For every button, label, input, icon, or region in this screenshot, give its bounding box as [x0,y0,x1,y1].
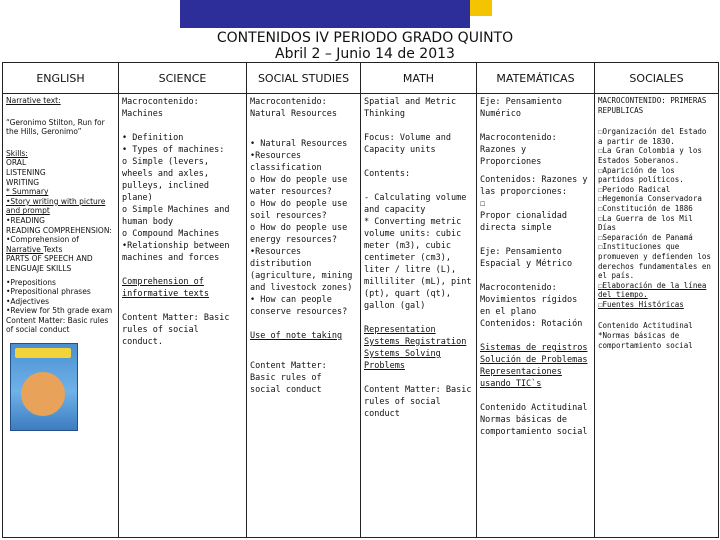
math-content-matter: Content Matter: Basic rules of social conduct [364,385,472,419]
science-item: o Simple Machines and human body [122,205,230,227]
social-studies-cell [247,94,361,538]
sociales-item: ☐Periodo Radical [598,184,671,194]
matematicas-macro2: Macrocontenido: Movimientos rígidos en el plano [480,283,578,317]
math-item: - Calculating volume and capacity [364,193,467,215]
sociales-actitudinal: Contenido Actitudinal *Normas básicas de comportamiento social [598,321,693,350]
matematicas-sistemas: Sistemas de registros Solución de Problemas Representaciones usando TIC`s [480,343,588,389]
english-texts: Texts [43,244,63,254]
english-book-title: “Geronimo Stilton, Run for the Hills, Geronimo” [6,117,105,137]
sociales-item: ☐Aparición de los partidos políticos. [598,165,684,185]
social-item: •Resources distribution (agriculture, mining and livestock zones) [250,247,353,293]
header-banner [180,0,470,28]
english-reading2: READING COMPREHENSION: [6,225,112,235]
matematicas-cell [477,94,595,538]
checkbox-glyph-icon: ☐ [598,165,603,175]
sociales-macro: MACROCONTENIDO: PRIMERAS REPUBLICAS [598,96,707,115]
english-cell [3,94,119,538]
page-title [150,30,580,62]
english-narrative-texts [6,245,115,255]
science-item: o Compound Machines [122,229,220,239]
header-row [3,63,719,94]
science-cell [119,94,247,538]
col-social-studies: SOCIAL STUDIES [247,63,361,94]
english-summary: * Summary [6,187,49,197]
english-skill: LISTENING [6,167,46,177]
sociales-item: ☐La Gran Colombia y los Estados Soberanos. [598,146,702,165]
english-skills-heading: Skills: [6,148,28,158]
sociales-item: ☐Hegemonía Conservadora [598,194,702,204]
checkbox-glyph-icon: ☐ [598,213,603,223]
english-grammar-item: •Adjectives [6,296,49,306]
matematicas-eje1: Eje: Pensamiento Numérico [480,97,562,119]
science-item: •Relationship between machines and forces [122,241,230,263]
social-note-taking: Use of note taking [250,331,343,341]
checkbox-glyph-icon: ☐ [598,127,603,137]
checkbox-glyph-icon: ☐ [598,203,603,213]
matematicas-actitudinal: Contenido Actitudinal Normas básicas de comportamiento social [480,403,588,437]
sociales-item: ☐La Guerra de los Mil Días [598,213,693,233]
social-item: • How can people conserve resources? [250,295,348,317]
english-grammar-item: •Prepositions [6,277,56,287]
checkbox-glyph-icon: ☐ [598,146,603,156]
content-table [2,62,719,538]
matematicas-propor-box [480,198,591,210]
math-focus: Focus: Volume and Capacity units [364,133,451,155]
science-macro: Macrocontenido: Machines [122,97,199,119]
math-contents: Contents: [364,169,411,179]
science-item: • Definition [122,133,184,143]
science-content-matter: Content Matter: Basic rules of social conduct. [122,313,230,347]
english-grammar-item: •Prepositional phrases [6,287,91,297]
matematicas-propor: Propor cionalidad directa simple [480,211,567,233]
checkbox-glyph-icon: ☐ [598,242,603,252]
social-item: o How do people use soil resources? [250,199,348,221]
checkbox-glyph-icon: ☐ [598,184,603,194]
math-cell [361,94,477,538]
english-reading: •READING [6,215,45,225]
col-english: ENGLISH [3,63,119,94]
col-math: MATH [361,63,477,94]
science-item: o Simple (levers, wheels and axles, pulleys, inclined plane) [122,157,209,203]
english-narrative-u: Narrative [6,244,44,254]
english-story: •Story writing with picture and prompt [6,196,106,216]
social-content-matter: Content Matter: Basic rules of social conduct [250,361,327,395]
sociales-cell [595,94,719,538]
math-representation: Representation Systems Registration Systems Solving Problems [364,325,467,371]
checkbox-glyph-icon: ☐ [598,194,603,204]
checkbox-glyph-icon: ☐ [598,232,603,242]
matematicas-eje2: Eje: Pensamiento Espacial y Métrico [480,247,573,269]
social-item: o How do people use energy resources? [250,223,348,245]
english-narrative: Narrative text: [6,96,61,105]
science-item: • Types of machines: [122,145,225,155]
english-skill: WRITING [6,177,40,187]
english-content-matter: Content Matter: Basic rules of social conduct [6,315,109,335]
social-item: •Resources classification [250,151,322,173]
title-line2: Abril 2 – Junio 14 de 2013 [275,46,455,62]
sociales-item: ☐Separación de Panamá [598,232,693,242]
matematicas-contenidos1: Contenidos: Razones y las proporciones: [480,175,588,197]
sociales-item: ☐Instituciones que promueven y defienden los derechos fundamentales en el país. [598,242,711,281]
sociales-item: ☐Organización del Estado a partir de 1830. [598,127,707,146]
matematicas-macro1: Macrocontenido: Razones y Proporciones [480,133,557,167]
math-item: * Converting metric volume units: cubic meter (m3), cubic centimeter (cm3), liter / litre (L), milliliter (mL), pint (pt), quart (qt), gallon (gal) [364,217,472,311]
matematicas-contenidos2: Contenidos: Rotación [480,319,583,329]
col-matematicas: MATEMÁTICAS [477,63,595,94]
social-item: • Natural Resources [250,139,348,149]
sociales-item: ☐Constitución de 1886 [598,203,693,213]
social-item: o How do people use water resources? [250,175,348,197]
science-comprehension: Comprehension of informative texts [122,277,209,299]
english-parts: PARTS OF SPEECH AND LENGUAJE SKILLS [6,254,93,273]
header-accent [470,0,492,16]
content-row [3,94,719,538]
col-science: SCIENCE [119,63,247,94]
english-grammar-item: •Review for 5th grade exam [6,306,113,316]
sociales-elaboracion: ☐Elaboración de la línea del tiempo. [598,280,707,300]
checkbox-glyph-icon: ☐ [480,199,486,209]
col-sociales: SOCIALES [595,63,719,94]
math-spatial: Spatial and Metric Thinking [364,97,457,119]
book-cover-image [10,343,78,431]
english-comprehension: •Comprehension of [6,235,79,245]
title-line1: CONTENIDOS IV PERIODO GRADO QUINTO [216,30,514,46]
sociales-fuentes: ☐Fuentes Históricas [598,299,684,309]
checkbox-glyph-icon: ☐ [598,299,603,309]
english-skill: ORAL [6,158,27,168]
checkbox-glyph-icon: ☐ [598,280,603,290]
social-macro: Macrocontenido: Natural Resources [250,97,337,119]
